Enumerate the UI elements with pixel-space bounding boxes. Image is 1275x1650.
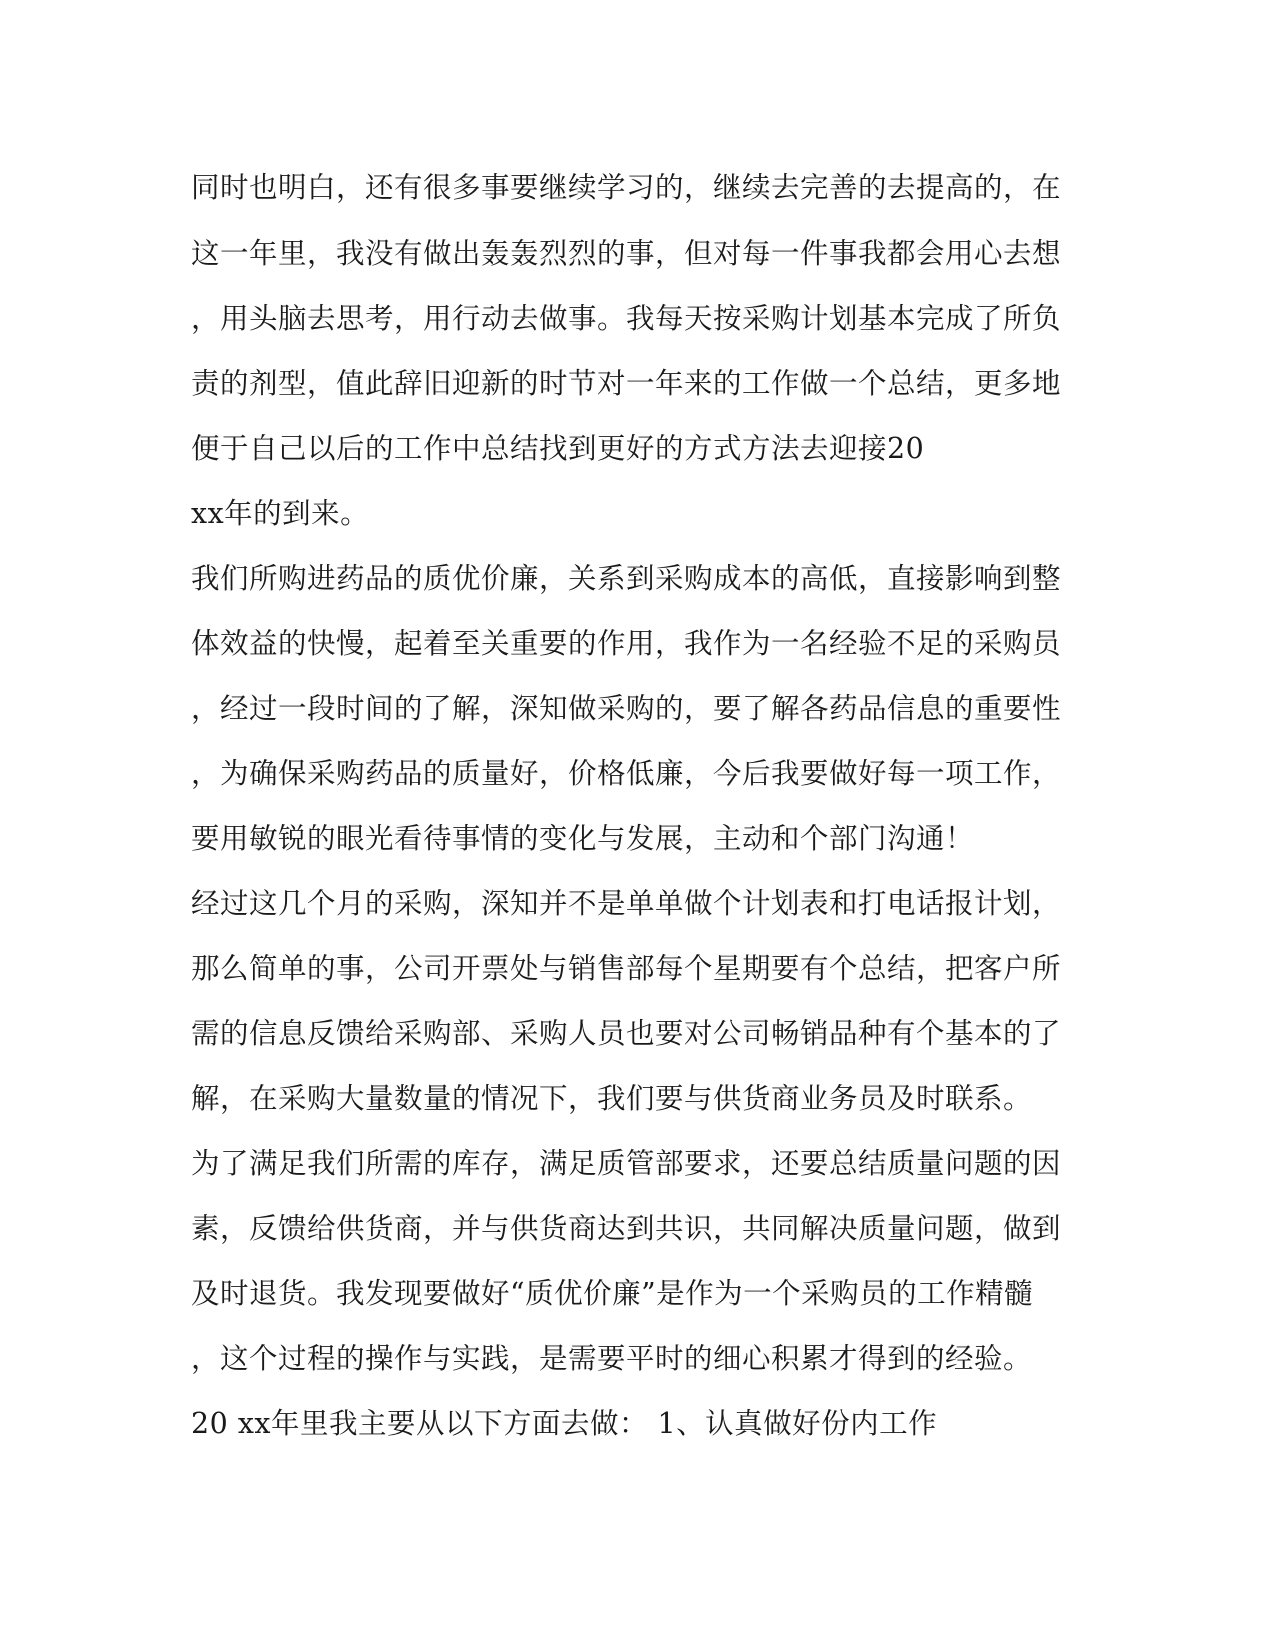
text-line: 20 xx年里我主要从以下方面去做： 1、认真做好份内工作 (191, 1407, 938, 1440)
text-line: 素，反馈给供货商，并与供货商达到共识，共同解决质量问题，做到 (191, 1212, 1062, 1245)
text-line: 经过这几个月的采购，深知并不是单单做个计划表和打电话报计划， (191, 887, 1062, 920)
text-line: ，这个过程的操作与实践，是需要平时的细心积累才得到的经验。 (191, 1342, 1033, 1375)
text-line: ，用头脑去思考，用行动去做事。我每天按采购计划基本完成了所负 (191, 302, 1062, 335)
text-line: ，为确保采购药品的质量好，价格低廉，今后我要做好每一项工作， (191, 757, 1062, 790)
text-line: 需的信息反馈给采购部、采购人员也要对公司畅销品种有个基本的了 (191, 1017, 1062, 1050)
text-line: 为了满足我们所需的库存，满足质管部要求，还要总结质量问题的因 (191, 1147, 1062, 1180)
text-line: 便于自己以后的工作中总结找到更好的方式方法去迎接20 (191, 432, 925, 465)
text-line: 体效益的快慢，起着至关重要的作用，我作为一名经验不足的采购员 (191, 627, 1062, 660)
text-line: 责的剂型，值此辞旧迎新的时节对一年来的工作做一个总结，更多地 (191, 367, 1062, 400)
text-line: 那么简单的事，公司开票处与销售部每个星期要有个总结，把客户所 (191, 952, 1062, 985)
text-line: 这一年里，我没有做出轰轰烈烈的事，但对每一件事我都会用心去想 (191, 237, 1062, 270)
text-line: xx年的到来。 (191, 497, 370, 530)
text-line: 同时也明白，还有很多事要继续学习的，继续去完善的去提高的，在 (191, 171, 1062, 204)
text-line: 解，在采购大量数量的情况下，我们要与供货商业务员及时联系。 (191, 1082, 1033, 1115)
text-line: 及时退货。我发现要做好“质优价廉”是作为一个采购员的工作精髓 (191, 1277, 1034, 1310)
text-line: ，经过一段时间的了解，深知做采购的，要了解各药品信息的重要性 (191, 692, 1062, 725)
text-line: 要用敏锐的眼光看待事情的变化与发展，主动和个部门沟通！ (191, 822, 975, 855)
text-line: 我们所购进药品的质优价廉，关系到采购成本的高低，直接影响到整 (191, 562, 1062, 595)
